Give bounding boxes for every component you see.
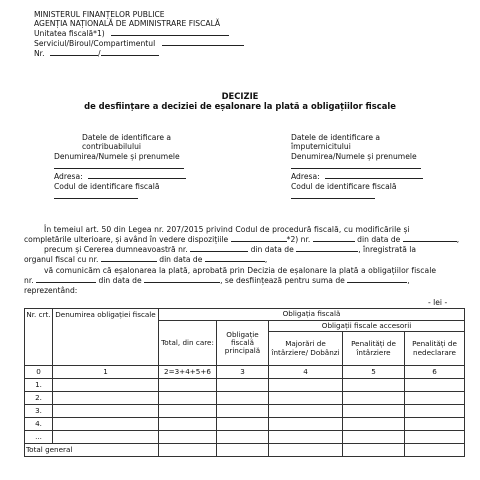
- comma: ,: [407, 276, 410, 285]
- representative-code-field[interactable]: [291, 192, 375, 201]
- col-header-interest: Majorări de întârziere/ Dobânzi: [269, 332, 343, 366]
- taxpayer-code-field[interactable]: [54, 192, 138, 201]
- legal-basis-text: completările ulterioare, și având în vedere dispozițiile: [24, 235, 229, 244]
- nr-line-2[interactable]: [101, 49, 159, 56]
- obligations-table: [24, 308, 465, 457]
- fiscal-body-nr-label: organul fiscal cu nr.: [24, 255, 99, 264]
- table-cell[interactable]: [269, 405, 343, 418]
- table-cell[interactable]: [217, 418, 269, 431]
- index-cell: 1: [53, 366, 159, 379]
- table-cell[interactable]: [405, 379, 465, 392]
- table-cell[interactable]: [53, 431, 159, 444]
- ministry-name: MINISTERUL FINANȚELOR PUBLICE: [34, 10, 165, 19]
- taxpayer-address-line[interactable]: [88, 172, 186, 179]
- col-header-obligation-name: Denumirea obligației fiscale: [53, 309, 159, 366]
- table-cell[interactable]: [217, 392, 269, 405]
- taxpayer-address-field[interactable]: [54, 172, 186, 181]
- table-cell[interactable]: [269, 392, 343, 405]
- representative-id-heading-2: împuternicitului: [291, 142, 351, 151]
- taxpayer-address-label: Adresa:: [54, 172, 83, 181]
- amount-label: , se desființează pentru suma de: [220, 276, 345, 285]
- col-header-total: Total, din care:: [159, 321, 217, 366]
- index-cell: 0: [25, 366, 53, 379]
- table-cell[interactable]: [217, 444, 269, 457]
- table-row: [25, 418, 465, 431]
- request-date-line[interactable]: [296, 245, 358, 252]
- representative-name-line[interactable]: [291, 162, 421, 169]
- request-nr-line[interactable]: [190, 245, 248, 252]
- body-line-1: În temeiul art. 50 din Legea nr. 207/2015 privind Codul de procedură fiscală, cu modificările și: [44, 225, 410, 234]
- table-cell[interactable]: [343, 405, 405, 418]
- registration-number-field[interactable]: [34, 49, 159, 58]
- table-cell[interactable]: [217, 431, 269, 444]
- decision-nr-label: nr.: [24, 276, 34, 285]
- table-cell[interactable]: [343, 431, 405, 444]
- table-cell[interactable]: [159, 379, 217, 392]
- body-line-3: [44, 245, 416, 254]
- col-header-nondeclaration-penalty: Penalități de nedeclarare: [405, 332, 465, 366]
- request-date-label: din data de: [250, 245, 294, 254]
- representative-name-label: Denumirea/Numele și prenumele: [291, 152, 417, 161]
- table-cell[interactable]: [53, 405, 159, 418]
- fiscal-unit-line[interactable]: [111, 29, 229, 36]
- table-cell[interactable]: [405, 418, 465, 431]
- nr-separator: /: [97, 49, 101, 58]
- table-cell[interactable]: [405, 431, 465, 444]
- table-cell[interactable]: [53, 418, 159, 431]
- representative-code-line[interactable]: [291, 192, 375, 199]
- index-cell: 4: [269, 366, 343, 379]
- body-line-6: [24, 276, 410, 285]
- taxpayer-id-heading-1: Datele de identificare a: [82, 133, 172, 142]
- group-header-fiscal-obligation: Obligația fiscală: [159, 309, 465, 321]
- nr-line-1[interactable]: [50, 49, 98, 56]
- provisions-date-line[interactable]: [403, 235, 460, 244]
- decision-date-line[interactable]: [144, 276, 220, 283]
- fiscal-body-nr-line[interactable]: [101, 255, 157, 262]
- nr-label: Nr.: [34, 49, 45, 58]
- representative-address-label: Adresa:: [291, 172, 320, 181]
- total-label: Total general: [25, 444, 159, 457]
- index-row: [25, 366, 465, 379]
- table-cell[interactable]: [53, 392, 159, 405]
- table-cell[interactable]: [343, 392, 405, 405]
- table-row: [25, 431, 465, 444]
- taxpayer-name-line[interactable]: [54, 162, 184, 169]
- provisions-line[interactable]: [231, 235, 287, 242]
- taxpayer-code-line[interactable]: [54, 192, 138, 199]
- fiscal-unit-label: Unitatea fiscală*1): [34, 29, 105, 38]
- group-header-accessory: Obligații fiscale accesorii: [269, 321, 465, 332]
- service-line[interactable]: [162, 39, 244, 46]
- comma: ,: [264, 255, 268, 264]
- fiscal-body-date-label: din data de: [159, 255, 203, 264]
- comma: ,: [456, 235, 460, 244]
- table-cell[interactable]: [405, 405, 465, 418]
- fiscal-body-date-line[interactable]: [205, 255, 268, 264]
- taxpayer-name-field[interactable]: [54, 162, 184, 171]
- col-header-nr: Nr. crt.: [25, 309, 53, 366]
- agency-name: AGENȚIA NAȚIONALĂ DE ADMINISTRARE FISCALĂ: [34, 19, 221, 28]
- col-header-principal: Obligație fiscală principală: [217, 321, 269, 366]
- row-number: 2.: [25, 392, 53, 405]
- document-title: DECIZIE: [221, 91, 259, 101]
- decision-date-label: din data de: [98, 276, 142, 285]
- table-cell[interactable]: [159, 444, 217, 457]
- row-number: 1.: [25, 379, 53, 392]
- document-subtitle: de desființare a deciziei de eșalonare la plată a obligațiilor fiscale: [84, 101, 396, 111]
- taxpayer-name-label: Denumirea/Numele și prenumele: [54, 152, 180, 161]
- service-label: Serviciul/Biroul/Compartimentul: [34, 39, 156, 48]
- representative-address-field[interactable]: [291, 172, 423, 181]
- body-line-4: [24, 255, 267, 264]
- table-cell[interactable]: [217, 405, 269, 418]
- amount-line[interactable]: [347, 276, 410, 285]
- body-line-2: [24, 235, 459, 244]
- representative-name-field[interactable]: [291, 162, 421, 171]
- table-cell[interactable]: [343, 418, 405, 431]
- index-cell: 2=3+4+5+6: [159, 366, 217, 379]
- table-cell[interactable]: [159, 431, 217, 444]
- body-line-5: vă comunicăm că eșalonarea la plată, aprobată prin Decizia de eșalonare la plată a obligațiilor fiscale: [44, 266, 437, 275]
- row-number: 4.: [25, 418, 53, 431]
- request-nr-label: precum și Cererea dumneavoastră nr.: [44, 245, 188, 254]
- row-number: 3.: [25, 405, 53, 418]
- row-number: ...: [25, 431, 53, 444]
- table-cell[interactable]: [217, 379, 269, 392]
- taxpayer-id-heading-2: contribuabilului: [82, 142, 142, 151]
- table-cell[interactable]: [269, 431, 343, 444]
- table-cell[interactable]: [405, 392, 465, 405]
- col-header-late-penalty: Penalități de întârziere: [343, 332, 405, 366]
- table-row: [25, 392, 465, 405]
- table-cell[interactable]: [269, 418, 343, 431]
- representative-code-label: Codul de identificare fiscală: [291, 182, 397, 191]
- currency-unit: - lei -: [428, 298, 448, 307]
- provisions-date-label: din data de: [357, 235, 401, 244]
- provisions-nr-label: *2) nr.: [286, 235, 311, 244]
- decision-nr-line[interactable]: [36, 276, 96, 283]
- table-cell[interactable]: [53, 379, 159, 392]
- table-cell[interactable]: [343, 444, 405, 457]
- taxpayer-code-label: Codul de identificare fiscală: [54, 182, 160, 191]
- index-cell: 3: [217, 366, 269, 379]
- representative-address-line[interactable]: [325, 172, 423, 179]
- representing-label: reprezentând:: [24, 286, 78, 295]
- table-cell[interactable]: [405, 444, 465, 457]
- table-cell[interactable]: [159, 405, 217, 418]
- table-cell[interactable]: [269, 444, 343, 457]
- index-cell: 5: [343, 366, 405, 379]
- service-field[interactable]: [34, 39, 244, 48]
- table-cell[interactable]: [343, 379, 405, 392]
- total-row: [25, 444, 465, 457]
- registered-label: , înregistrată la: [358, 245, 417, 254]
- table-row: [25, 405, 465, 418]
- table-cell[interactable]: [159, 392, 217, 405]
- index-cell: 6: [405, 366, 465, 379]
- table-row: [25, 379, 465, 392]
- representative-id-heading-1: Datele de identificare a: [291, 133, 381, 142]
- table-cell[interactable]: [159, 418, 217, 431]
- provisions-nr-line[interactable]: [313, 235, 355, 242]
- fiscal-unit-field[interactable]: [34, 29, 229, 38]
- table-cell[interactable]: [269, 379, 343, 392]
